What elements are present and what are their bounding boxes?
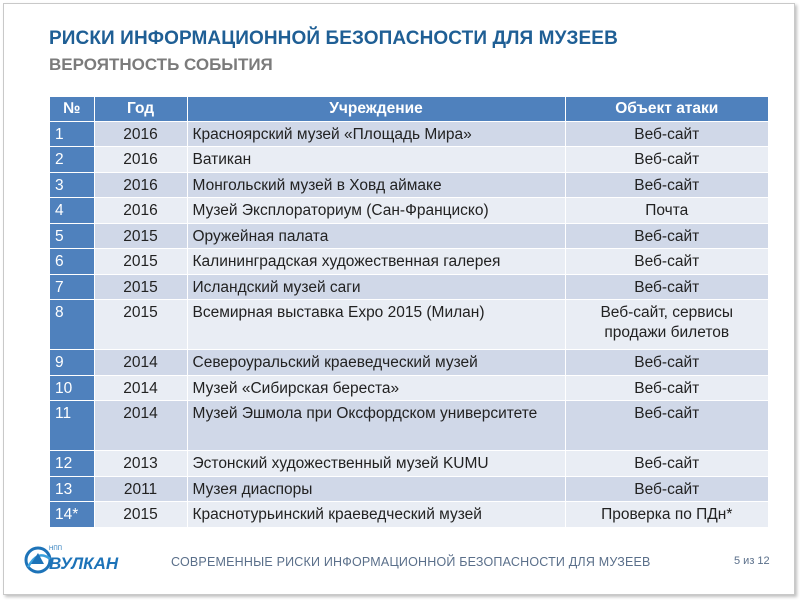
row-num: 4 xyxy=(50,198,94,224)
row-num: 12 xyxy=(50,451,94,477)
row-year: 2015 xyxy=(94,249,187,275)
row-target: Веб-сайт xyxy=(565,223,768,249)
page-number: 5 из 12 xyxy=(734,555,770,567)
row-num: 3 xyxy=(50,172,94,198)
row-year: 2015 xyxy=(94,502,187,528)
slide-title: РИСКИ ИНФОРМАЦИОННОЙ БЕЗОПАСНОСТИ ДЛЯ МУЗЕЕВ xyxy=(49,28,618,49)
row-year: 2011 xyxy=(94,476,187,502)
row-year: 2013 xyxy=(94,451,187,477)
row-institution: Всемирная выставка Expo 2015 (Милан) xyxy=(187,300,565,350)
row-year: 2016 xyxy=(94,198,187,224)
row-institution: Североуральский краеведческий музей xyxy=(187,350,565,376)
table-row xyxy=(50,198,768,224)
row-institution: Калининградская художественная галерея xyxy=(187,249,565,275)
row-year: 2015 xyxy=(94,274,187,300)
row-target: Веб-сайт xyxy=(565,172,768,198)
row-target: Почта xyxy=(565,198,768,224)
row-institution: Исландский музей саги xyxy=(187,274,565,300)
row-num: 10 xyxy=(50,375,94,401)
row-num: 11 xyxy=(50,401,94,451)
logo-text: ВУЛКАН xyxy=(49,554,119,573)
table-row xyxy=(50,476,768,502)
table-row xyxy=(50,300,768,350)
row-institution: Оружейная палата xyxy=(187,223,565,249)
row-target: Веб-сайт xyxy=(565,401,768,451)
row-institution: Эстонский художественный музей KUMU xyxy=(187,451,565,477)
row-num: 5 xyxy=(50,223,94,249)
table-row xyxy=(50,401,768,451)
row-institution: Красноярский музей «Площадь Мира» xyxy=(187,121,565,147)
table-row xyxy=(50,451,768,477)
row-year: 2014 xyxy=(94,350,187,376)
row-target: Веб-сайт xyxy=(565,375,768,401)
logo-icon xyxy=(26,548,50,572)
row-institution: Музей Эшмола при Оксфордском университете xyxy=(187,401,565,451)
row-year: 2015 xyxy=(94,223,187,249)
table-row xyxy=(50,172,768,198)
row-num: 8 xyxy=(50,300,94,350)
row-target: Веб-сайт, сервисы продажи билетов xyxy=(565,300,768,350)
row-year: 2016 xyxy=(94,121,187,147)
table-row xyxy=(50,121,768,147)
slide-subtitle: ВЕРОЯТНОСТЬ СОБЫТИЯ xyxy=(49,55,273,74)
table-row xyxy=(50,274,768,300)
row-institution: Музея диаспоры xyxy=(187,476,565,502)
vulkan-logo xyxy=(22,537,132,581)
row-target: Веб-сайт xyxy=(565,451,768,477)
header-year: Год xyxy=(94,97,187,121)
row-year: 2015 xyxy=(94,300,187,350)
table-row xyxy=(50,147,768,173)
row-target: Веб-сайт xyxy=(565,350,768,376)
row-institution: Ватикан xyxy=(187,147,565,173)
row-year: 2016 xyxy=(94,147,187,173)
logo-small-text: НПП xyxy=(49,546,62,552)
row-target: Веб-сайт xyxy=(565,121,768,147)
row-target: Веб-сайт xyxy=(565,249,768,275)
table-row xyxy=(50,502,768,528)
row-institution: Монгольский музей в Ховд аймаке xyxy=(187,172,565,198)
row-target: Веб-сайт xyxy=(565,274,768,300)
row-num: 14* xyxy=(50,502,94,528)
table-header-row xyxy=(50,97,768,121)
row-num: 1 xyxy=(50,121,94,147)
row-num: 7 xyxy=(50,274,94,300)
header-num: № xyxy=(50,97,94,121)
row-num: 2 xyxy=(50,147,94,173)
footer-caption: СОВРЕМЕННЫЕ РИСКИ ИНФОРМАЦИОННОЙ БЕЗОПАСНОСТИ ДЛЯ МУЗЕЕВ xyxy=(171,555,651,569)
row-num: 13 xyxy=(50,476,94,502)
row-target: Проверка по ПДн* xyxy=(565,502,768,528)
table-row xyxy=(50,350,768,376)
row-num: 9 xyxy=(50,350,94,376)
row-institution: Краснотурьинский краеведческий музей xyxy=(187,502,565,528)
row-year: 2014 xyxy=(94,401,187,451)
header-target: Объект атаки xyxy=(565,97,768,121)
table-row xyxy=(50,249,768,275)
row-institution: Музей «Сибирская береста» xyxy=(187,375,565,401)
row-target: Веб-сайт xyxy=(565,476,768,502)
table-row xyxy=(50,223,768,249)
header-institution: Учреждение xyxy=(187,97,565,121)
incidents-table xyxy=(50,97,768,527)
row-institution: Музей Эксплораториум (Сан-Франциско) xyxy=(187,198,565,224)
row-target: Веб-сайт xyxy=(565,147,768,173)
row-year: 2016 xyxy=(94,172,187,198)
row-num: 6 xyxy=(50,249,94,275)
table-row xyxy=(50,375,768,401)
row-year: 2014 xyxy=(94,375,187,401)
